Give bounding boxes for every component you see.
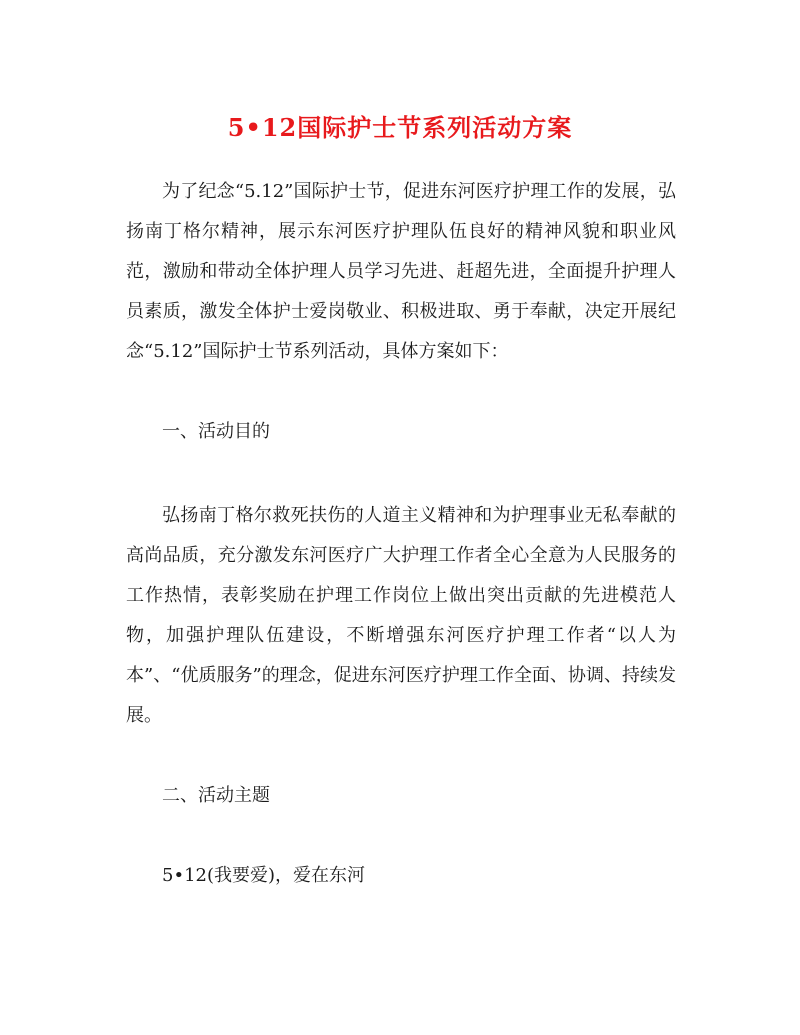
intro-paragraph: 为了纪念“5.12”国际护士节，促进东河医疗护理工作的发展，弘扬南丁格尔精神，展示东河医疗护理队伍良好的精神风貌和职业风范，激励和带动全体护理人员学习先进、赶超先进，全面提升护理人员素质，激发全体护士爱岗敬业、积极进取、勇于奉献，决定开展纪念“5.12”国际护士节系列活动，具体方案如下： [126,181,676,362]
section-heading-theme: 二、活动主题 [162,785,270,806]
document-body [126,172,676,896]
spacer [126,372,676,412]
spacer [126,736,676,776]
spacer [126,816,676,856]
section-heading-purpose: 一、活动目的 [162,421,270,442]
theme-paragraph: 5•12(我要爱)，爱在东河 [162,865,366,886]
document-title: 5•12国际护士节系列活动方案 [227,113,573,142]
spacer [126,452,676,496]
purpose-paragraph: 弘扬南丁格尔救死扶伤的人道主义精神和为护理事业无私奉献的高尚品质，充分激发东河医疗广大护理工作者全心全意为人民服务的工作热情，表彰奖励在护理工作岗位上做出突出贡献的先进模范人物，加强护理队伍建设，不断增强东河医疗护理工作者“以人为本”、“优质服务”的理念，促进东河医疗护理工作全面、协调、持续发展。 [126,505,676,726]
